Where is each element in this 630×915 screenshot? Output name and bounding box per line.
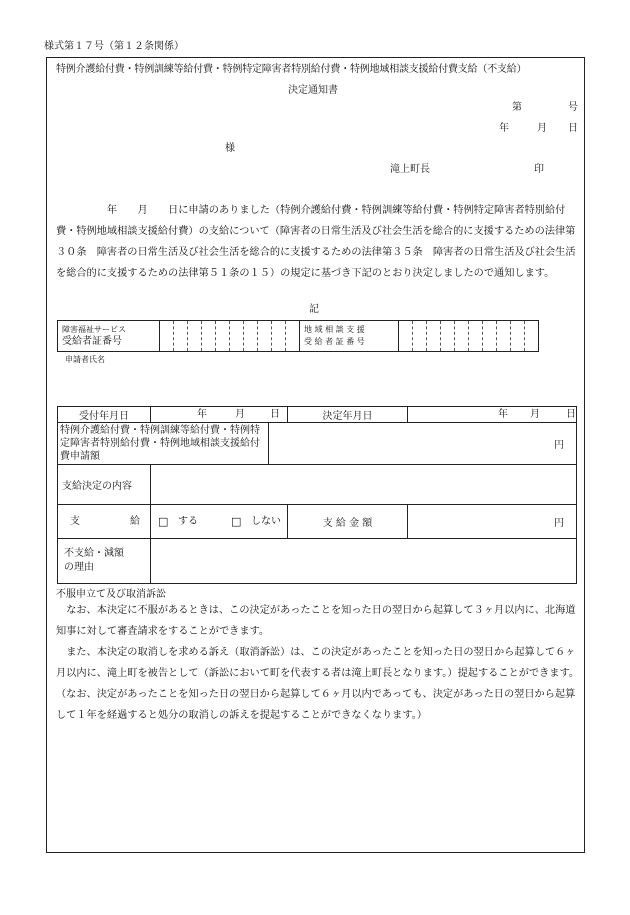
id-digit[interactable]: [469, 321, 483, 352]
consult-cert-label-1: 地 域 相 談 支 援: [304, 325, 365, 334]
decision-content-value[interactable]: [151, 465, 577, 505]
amount-requested-text: 特例介護給付費・特例訓練等給付費・特例特定障害者特別給付費・特例地域相談支援給付費申請額: [60, 425, 260, 462]
doc-no-suffix: 号: [568, 102, 578, 113]
decision-content-label: 支給決定の内容: [58, 465, 151, 505]
appeal-text-1: なお、本決定に不服があるときは、この決定があったことを知った日の翌日から起算して３ヶ月以内に、北海道知事に対して審査請求をすることができます。: [56, 605, 576, 637]
id-digit[interactable]: [202, 321, 216, 352]
id-digit[interactable]: [174, 321, 188, 352]
decision-year: 年: [498, 409, 508, 420]
option-no-label: しない: [251, 516, 281, 527]
amount-requested-value[interactable]: [269, 423, 577, 465]
option-yes-label: する: [178, 516, 198, 527]
id-number-table: [57, 320, 539, 352]
payment-amount-value[interactable]: [408, 505, 577, 539]
id-digit[interactable]: [272, 321, 286, 352]
id-digit[interactable]: [511, 321, 525, 352]
id-digit[interactable]: [497, 321, 511, 352]
payment-label: [58, 505, 151, 539]
id-digit[interactable]: [244, 321, 258, 352]
payment-options: [151, 505, 288, 539]
reason-label: [58, 539, 151, 584]
id-digit[interactable]: [399, 321, 413, 352]
service-cert-label-large: 受給者証番号: [62, 335, 122, 347]
service-cert-label-small: 障害福祉サービス: [62, 324, 126, 334]
id-digit[interactable]: [188, 321, 202, 352]
id-digit[interactable]: [441, 321, 455, 352]
reason-label-2: の理由: [64, 562, 94, 573]
title-line-1: 特例介護給付費・特例訓練等給付費・特例特定障害者特別給付費・特例地域相談支援給付費支給（不支給）: [56, 64, 527, 75]
issuer-name: 滝上町長: [390, 164, 430, 175]
service-cert-label: [58, 321, 160, 352]
id-digit[interactable]: [160, 321, 174, 352]
reason-value[interactable]: [151, 539, 577, 584]
seal-mark: 印: [534, 164, 544, 175]
checkbox-yes[interactable]: □: [158, 515, 169, 528]
consult-cert-label: [300, 321, 399, 352]
id-digit[interactable]: [525, 321, 539, 352]
yen-unit: 円: [554, 518, 564, 529]
receipt-month: 月: [235, 409, 245, 420]
id-digit[interactable]: [455, 321, 469, 352]
addressee-suffix: 様: [225, 143, 235, 154]
appeal-text-2: また、本決定の取消しを求める訴え（取消訴訟）は、この決定があったことを知った日の翌日から起算して６ヶ月以内に、滝上町を被告として（訴訟において町を代表する者は滝上町長となります。）提起することができます。（なお、決定があったことを知った日の翌日から起算して６ヶ月以内であっても、決定があった日の翌日から起算して１年を経過すると処分の取消しの訴えを提起することができなくなります。）: [56, 647, 580, 721]
decision-date-label: 決定年月日: [288, 407, 408, 423]
appeal-heading: 不服申立て及び取消訴訟: [56, 589, 166, 600]
decision-table: [57, 406, 577, 584]
receipt-date-value[interactable]: [151, 407, 288, 423]
body-text: 年 月 日に申請のありました（特例介護給付費・特例訓練等給付費・特例特定障害者特別給付費・特例地域相談支援給付費）の支給について（障害者の日常生活及び社会生活を総合的に支援するための法律第３０条 障害者の日常生活及び社会生活を総合的に支援するための法律第３５条 障害者の日常生活及び社会生活を総合的に支援するための法律第５１条の１５）の規定に基づき下記のとおり決定しましたので通知します。: [56, 205, 576, 279]
id-digit[interactable]: [427, 321, 441, 352]
id-digit[interactable]: [286, 321, 300, 352]
receipt-year: 年: [197, 409, 207, 420]
form-number: 様式第１７号（第１２条関係）: [44, 41, 184, 52]
applicant-name-label: 申請者氏名: [65, 355, 105, 364]
receipt-day: 日: [270, 409, 280, 420]
id-digit[interactable]: [216, 321, 230, 352]
yen-unit: 円: [554, 440, 564, 451]
doc-no-prefix: 第: [512, 102, 522, 113]
date-month: 月: [537, 123, 547, 134]
decision-date-value[interactable]: [408, 407, 577, 423]
id-digit[interactable]: [483, 321, 497, 352]
title-line-2: 決定通知書: [288, 85, 338, 96]
payment-label-1: 支: [70, 516, 80, 527]
decision-day: 日: [566, 409, 576, 420]
id-digit[interactable]: [258, 321, 272, 352]
date-day: 日: [568, 123, 578, 134]
id-digit[interactable]: [413, 321, 427, 352]
consult-cert-label-2: 受 給 者 証 番 号: [304, 337, 365, 346]
receipt-date-label: 受付年月日: [58, 407, 151, 423]
decision-month: 月: [530, 409, 540, 420]
checkbox-no[interactable]: □: [231, 515, 242, 528]
payment-amount-label: 支 給 金 額: [288, 505, 408, 539]
date-year: 年: [499, 123, 509, 134]
amount-requested-label: [58, 423, 269, 465]
payment-label-2: 給: [130, 516, 140, 527]
reason-label-1: 不支給・減額: [64, 548, 124, 559]
ki-label: 記: [309, 304, 319, 315]
id-digit[interactable]: [230, 321, 244, 352]
